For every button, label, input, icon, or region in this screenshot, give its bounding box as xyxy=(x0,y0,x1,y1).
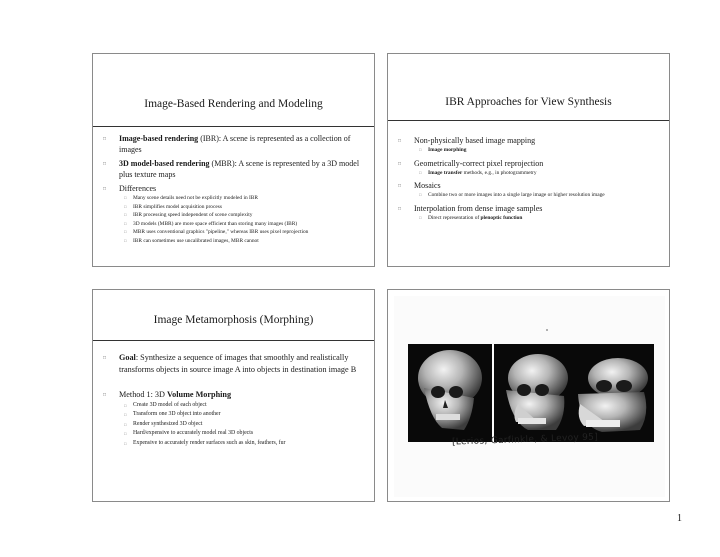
sub-list xyxy=(99,194,368,245)
sub-bullet-text: MBR uses conventional graphics "pipeline," whereas IBR uses pixel reprojection xyxy=(133,229,309,235)
sub-bullet-marker: □ xyxy=(419,147,422,152)
sub-bullet-text: methods, e.g., in photogrammetry xyxy=(462,169,537,176)
slide-ibr-mbr xyxy=(92,53,375,267)
bullet-text: Geometrically-correct pixel reprojection xyxy=(414,158,544,168)
sub-bullet-bold: Image morphing xyxy=(428,147,467,153)
bullet-marker: □ xyxy=(398,206,402,212)
bullet-text: Mosaics xyxy=(414,181,441,190)
sub-bullet-marker: □ xyxy=(124,195,127,200)
slide-title: Image Metamorphosis (Morphing) xyxy=(153,314,314,326)
bullet-interpolation xyxy=(394,203,663,214)
sub-bullet-text: Expensive to accurately render surfaces such as skin, feathers, fur xyxy=(133,439,286,446)
sub-bullet xyxy=(99,401,368,411)
title-rule xyxy=(388,120,669,121)
title-rule xyxy=(93,340,374,341)
sub-bullet-marker: □ xyxy=(124,421,127,427)
bullet-differences xyxy=(99,183,368,194)
sub-bullet-text: IBR can sometimes use uncalibrated images, MBR cannot xyxy=(133,237,259,244)
sub-bullet-marker: □ xyxy=(419,169,422,175)
sub-bullet xyxy=(99,203,368,212)
bullet-marker: □ xyxy=(398,161,402,167)
slide-ibr-approaches xyxy=(387,53,670,267)
skull-human xyxy=(408,344,492,442)
bullet-marker: □ xyxy=(103,356,107,361)
bullet-marker: □ xyxy=(398,139,402,144)
sub-bullet-text: Combine two or more images into a single large image or higher resolution image xyxy=(428,192,605,198)
bullet-bold: Goal xyxy=(119,353,136,362)
sub-bullet-marker: □ xyxy=(124,229,127,234)
morph-sequence-image xyxy=(394,296,665,497)
bullet-mosaics xyxy=(394,180,663,191)
sub-bullet xyxy=(99,429,368,439)
bullet-bold: 3D model-based rendering xyxy=(119,159,210,168)
sub-bullet-text: IBR simplifies model acquisition process xyxy=(133,203,222,210)
sub-bullet-text: 3D models (MBR) are more space efficient than storing many images (IBR) xyxy=(133,220,298,227)
sub-bullet xyxy=(99,410,368,420)
slide-morphing xyxy=(92,289,375,502)
sub-bullet-text: Hard/expensive to accurately model real 3D objects xyxy=(133,430,254,436)
sub-bullet xyxy=(99,420,368,430)
sub-bullet xyxy=(394,214,663,223)
photo-area xyxy=(394,296,663,495)
bullet-marker: □ xyxy=(103,187,107,192)
skull-ape xyxy=(570,344,654,442)
sub-bullet xyxy=(99,237,368,246)
sub-bullet-marker: □ xyxy=(124,440,127,446)
sub-bullet-text: Transform one 3D object into another xyxy=(133,411,221,417)
bullet-text: Differences xyxy=(119,184,157,193)
slide-title: Image-Based Rendering and Modeling xyxy=(144,98,323,110)
sub-bullet-marker: □ xyxy=(124,220,127,226)
bullet-text: (MBR): A scene is represented by a 3D model plus texture maps xyxy=(119,159,360,179)
bullet-bold: Volume Morphing xyxy=(167,390,232,399)
sub-bullet xyxy=(394,191,663,200)
slide-title: IBR Approaches for View Synthesis xyxy=(445,96,612,108)
sub-bullet-text: Direct representation of xyxy=(428,214,481,221)
slide-body xyxy=(394,129,663,222)
sub-bullet xyxy=(99,211,368,220)
sub-bullet xyxy=(394,169,663,178)
bullet-bold: Image-based rendering xyxy=(119,134,199,143)
bullet-marker: □ xyxy=(103,393,107,398)
sub-bullet-marker: □ xyxy=(124,237,127,243)
bullet-mbr xyxy=(99,158,368,180)
bullet-text: Method 1: 3D xyxy=(119,390,167,399)
sub-bullet-marker: □ xyxy=(419,192,422,197)
sub-bullet xyxy=(99,439,368,449)
sub-bullet-text: Create 3D model of each object xyxy=(133,401,207,408)
bullet-goal xyxy=(99,352,368,375)
bullet-marker: □ xyxy=(103,162,107,167)
sub-bullet xyxy=(99,220,368,229)
skull-intermediate xyxy=(494,344,578,442)
sub-bullet-marker: □ xyxy=(124,402,127,408)
sub-bullet-bold: plenoptic function xyxy=(480,214,523,221)
bullet-marker: □ xyxy=(103,137,107,142)
slide-body xyxy=(99,344,368,448)
sub-bullet xyxy=(99,194,368,203)
slide-body xyxy=(99,127,368,245)
sub-bullet-text: IBR processing speed independent of scene complexity xyxy=(133,212,253,218)
sub-bullet-bold: Image transfer xyxy=(428,169,463,176)
page-number: 1 xyxy=(677,513,682,524)
sub-bullet-marker: □ xyxy=(124,431,127,436)
sub-bullet-marker: □ xyxy=(124,412,127,417)
sub-bullet-marker: □ xyxy=(419,214,422,220)
photo-caption: [Lerios, Garfinkle, & Levoy 95] xyxy=(451,432,599,448)
speck-mark xyxy=(546,329,548,331)
sub-bullet-marker: □ xyxy=(124,212,127,217)
bullet-ibr xyxy=(99,133,368,155)
bullet-image-mapping xyxy=(394,135,663,146)
sub-bullet-text: Render synthesized 3D object xyxy=(133,420,203,427)
sub-bullet-marker: □ xyxy=(124,203,127,209)
sub-list xyxy=(99,401,368,449)
sub-bullet-text: Many scene details need not be explicitly modeled in IBR xyxy=(133,195,259,201)
bullet-pixel-reprojection xyxy=(394,158,663,169)
bullet-text: Interpolation from dense image samples xyxy=(414,203,543,213)
bullet-text: : Synthesize a sequence of images that smoothly and realistically transforms objects in source image A into objects in destination image B xyxy=(119,353,357,374)
slide-morph-photo xyxy=(387,289,670,502)
sub-bullet xyxy=(99,228,368,237)
bullet-text: (IBR): A scene is represented as a collection of images xyxy=(119,134,351,154)
bullet-method xyxy=(99,389,368,401)
bullet-marker: □ xyxy=(398,184,402,189)
sub-bullet xyxy=(394,146,663,155)
bullet-text: Non-physically based image mapping xyxy=(414,136,536,145)
